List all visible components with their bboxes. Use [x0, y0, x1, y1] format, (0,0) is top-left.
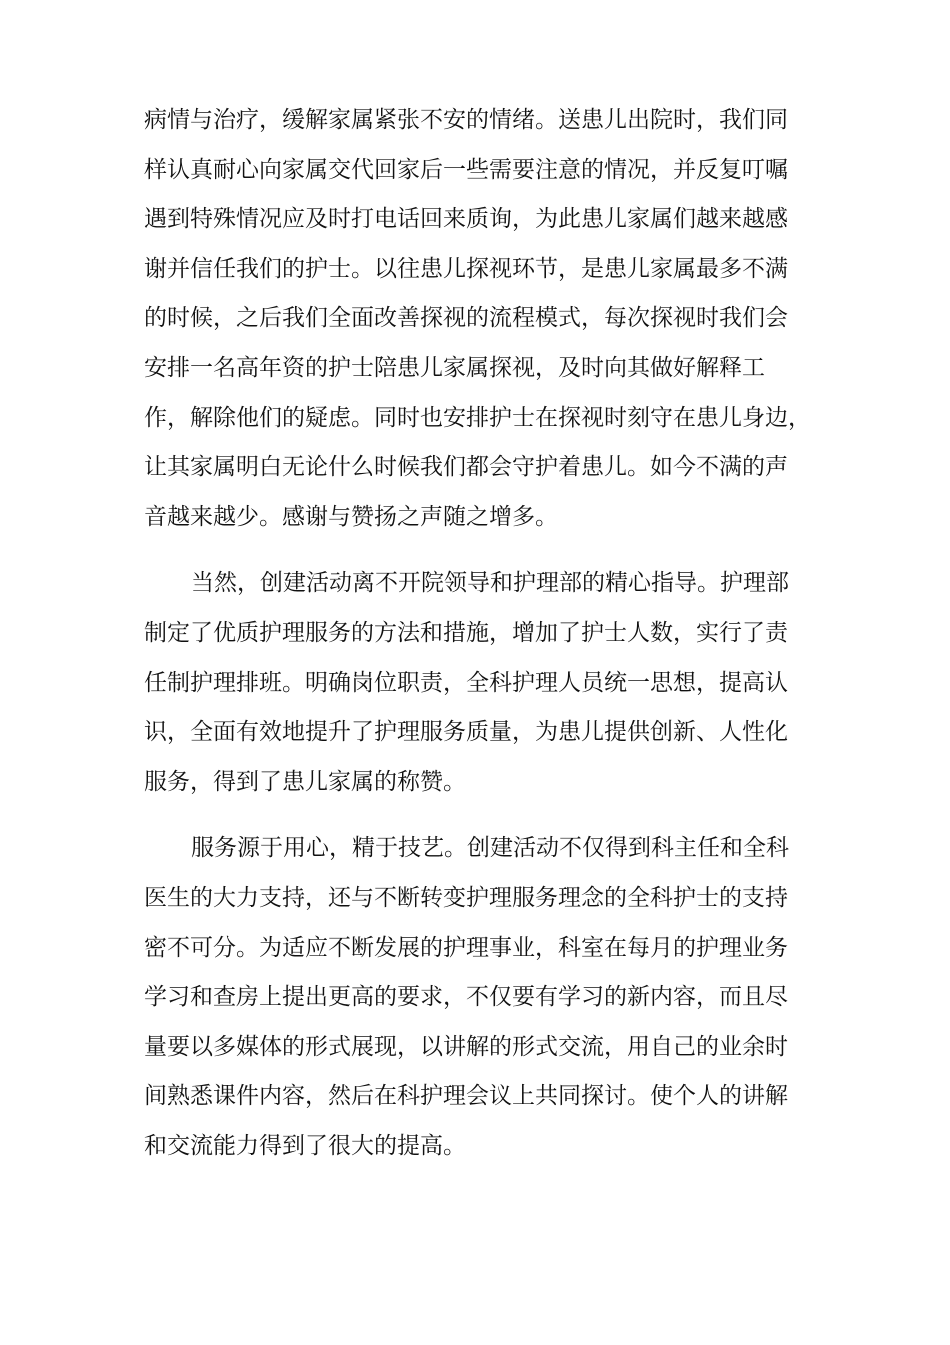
paragraph-3 [144, 824, 824, 1171]
text-line: 服务源于用心，精于技艺。创建活动不仅得到科主任和全科 [191, 835, 789, 862]
text-line: 安排一名高年资的护士陪患儿家属探视，及时向其做好解释工 [144, 354, 765, 381]
text-line: 识，全面有效地提升了护理服务质量，为患儿提供创新、人性化 [144, 719, 788, 746]
text-line: 服务，得到了患儿家属的称赞。 [144, 768, 466, 795]
text-line: 病情与治疗，缓解家属紧张不安的情绪。送患儿出院时，我们同 [144, 107, 788, 133]
paragraph-spacer [144, 542, 824, 559]
text-line: 密不可分。为适应不断发展的护理事业，科室在每月的护理业务 [144, 934, 788, 961]
text-line: 当然，创建活动离不开院领导和护理部的精心指导。护理部 [191, 570, 789, 597]
text-line: 让其家属明白无论什么时候我们都会守护着患儿。如今不满的声 [144, 454, 788, 481]
text-line: 医生的大力支持，还与不断转变护理服务理念的全科护士的支持 [144, 884, 788, 911]
text-line: 遇到特殊情况应及时打电话回来质询，为此患儿家属们越来越感 [144, 206, 788, 233]
text-line: 制定了优质护理服务的方法和措施，增加了护士人数，实行了责 [144, 619, 788, 646]
text-line: 间熟悉课件内容，然后在科护理会议上共同探讨。使个人的讲解 [144, 1083, 788, 1110]
text-line: 作，解除他们的疑虑。同时也安排护士在探视时刻守在患儿身边， [144, 404, 811, 431]
text-line: 样认真耐心向家属交代回家后一些需要注意的情况，并反复叮嘱 [144, 156, 788, 183]
text-line: 音越来越少。感谢与赞扬之声随之增多。 [144, 503, 558, 530]
text-line: 量要以多媒体的形式展现，以讲解的形式交流，用自己的业余时 [144, 1033, 788, 1060]
text-line: 的时候，之后我们全面改善探视的流程模式，每次探视时我们会 [144, 305, 788, 332]
paragraph-2 [144, 559, 824, 807]
text-line: 谢并信任我们的护士。以往患儿探视环节，是患儿家属最多不满 [144, 255, 788, 282]
text-line: 任制护理排班。明确岗位职责，全科护理人员统一思想，提高认 [144, 669, 788, 696]
paragraph-1 [144, 96, 824, 542]
document-body [144, 96, 824, 1171]
text-line: 和交流能力得到了很大的提高。 [144, 1132, 466, 1159]
paragraph-spacer [144, 807, 824, 824]
text-line: 学习和查房上提出更高的要求，不仅要有学习的新内容，而且尽 [144, 984, 788, 1011]
